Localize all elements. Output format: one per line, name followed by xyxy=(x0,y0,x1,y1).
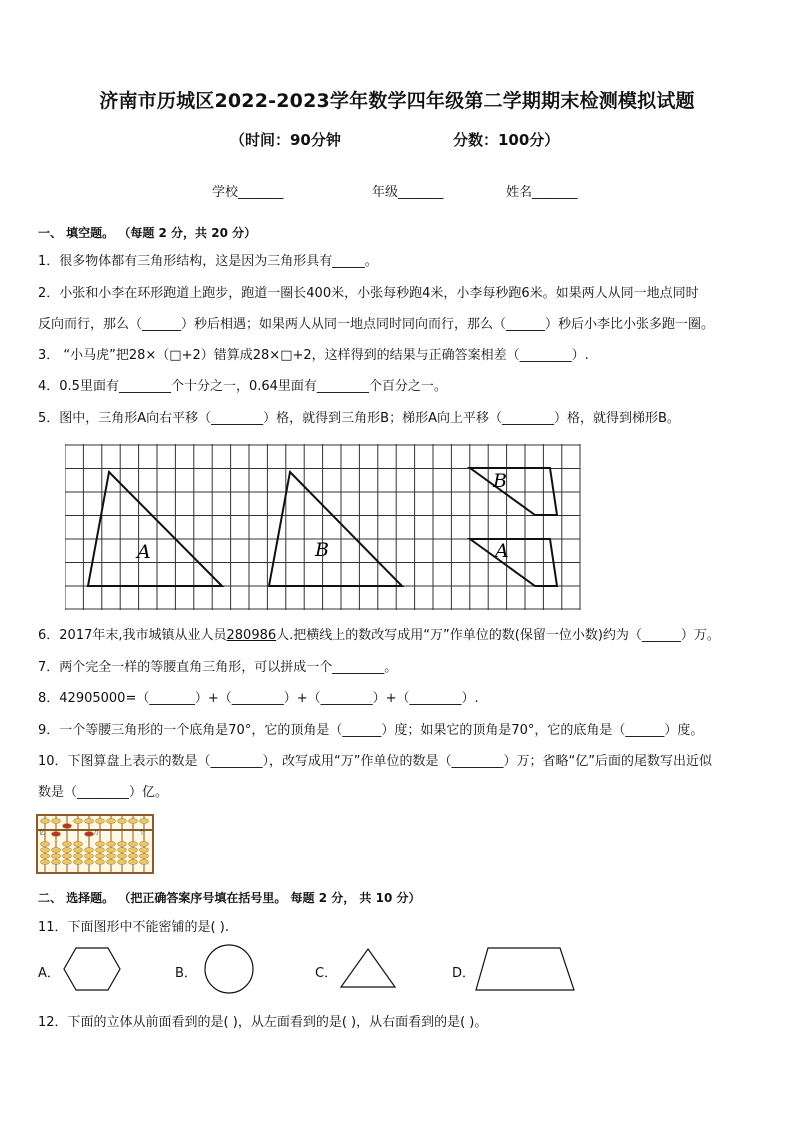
question-6-post: 人.把横线上的数改写成用“万”作单位的数(保留一位小数)约为（______）万。 xyxy=(276,628,720,643)
triangle-b-label: B xyxy=(315,539,329,561)
triangle-a xyxy=(88,472,222,586)
question-11: 11．下面图形中不能密铺的是( ). xyxy=(38,920,229,935)
question-2-line-2: 反向而行，那么（______）秒后相遇；如果两人从同一地点同时同向而行，那么（______）秒后小李比小张多跑一圈。 xyxy=(38,317,715,332)
option-b-label: B． xyxy=(175,966,197,981)
abacus-label-yi: 亿 xyxy=(39,829,46,837)
question-5: 5．图中，三角形A向右平移（________）格，就得到三角形B；梯形A向上平移（________）格，就得到梯形B。 xyxy=(38,411,680,426)
question-4: 4．0.5里面有________个十分之一，0.64里面有________个百分之一。 xyxy=(38,379,447,394)
question-6-number: 280986 xyxy=(226,628,277,643)
page-title: 济南市历城区2022-2023学年数学四年级第二学期期末检测模拟试题 xyxy=(99,90,695,112)
question-3: 3． “小马虎”把28×（□+2）错算成28×□+2，这样得到的结果与正确答案相差（________）. xyxy=(38,348,589,363)
question-10-line-2: 数是（________）亿。 xyxy=(38,785,169,800)
abacus-image xyxy=(36,814,154,874)
section-1-heading: 一、 填空题。 （每题 2 分，共 20 分） xyxy=(38,226,257,240)
section-2-heading: 二、 选择题。 （把正确答案序号填在括号里。 每题 2 分， 共 10 分） xyxy=(38,891,421,905)
question-8: 8．42905000=（_______）+（________）+（________）+（________）. xyxy=(38,691,479,706)
question-12: 12．下面的立体从前面看到的是( )，从左面看到的是( )，从右面看到的是( )。 xyxy=(38,1015,488,1030)
option-c-label: C． xyxy=(315,966,338,981)
score-label: 分数：100分） xyxy=(453,131,560,149)
triangle-b xyxy=(269,472,402,586)
trapezoid-b-label: B xyxy=(493,470,507,492)
option-d-label: D． xyxy=(452,966,476,981)
question-6 xyxy=(38,624,720,643)
trapezoid-a-label: A xyxy=(495,540,509,562)
grid-figure xyxy=(65,444,581,612)
triangle-shape xyxy=(338,946,398,990)
question-1: 1．很多物体都有三角形结构，这是因为三角形具有_____。 xyxy=(38,254,378,269)
school-field: 学校_______ xyxy=(212,185,284,200)
question-10-line-1: 10．下图算盘上表示的数是（________），改写成用“万”作单位的数是（________）万；省略“亿”后面的尾数写出近似 xyxy=(38,754,712,769)
question-9: 9．一个等腰三角形的一个底角是70°，它的顶角是（______）度；如果它的顶角是70°，它的底角是（______）度。 xyxy=(38,723,704,738)
name-field: 姓名_______ xyxy=(506,185,578,200)
option-a-label: A． xyxy=(38,966,60,981)
grade-field: 年级_______ xyxy=(372,185,444,200)
triangle-a-label: A xyxy=(137,541,151,563)
trapezoid-shape xyxy=(474,944,578,994)
question-7: 7．两个完全一样的等腰直角三角形，可以拼成一个________。 xyxy=(38,660,398,675)
hexagon-shape xyxy=(62,946,122,992)
abacus-label-wan: 万 xyxy=(93,829,100,837)
time-label: （时间：90分钟 xyxy=(230,131,341,149)
abacus-label-ge: 个 xyxy=(139,829,146,837)
question-2-line-1: 2．小张和小李在环形跑道上跑步，跑道一圈长400米，小张每秒跑4米，小李每秒跑6米。如果两人从同一地点同时 xyxy=(38,286,699,301)
question-6-pre: 6．2017年末,我市城镇从业人员 xyxy=(38,628,227,643)
circle-shape xyxy=(202,942,256,996)
